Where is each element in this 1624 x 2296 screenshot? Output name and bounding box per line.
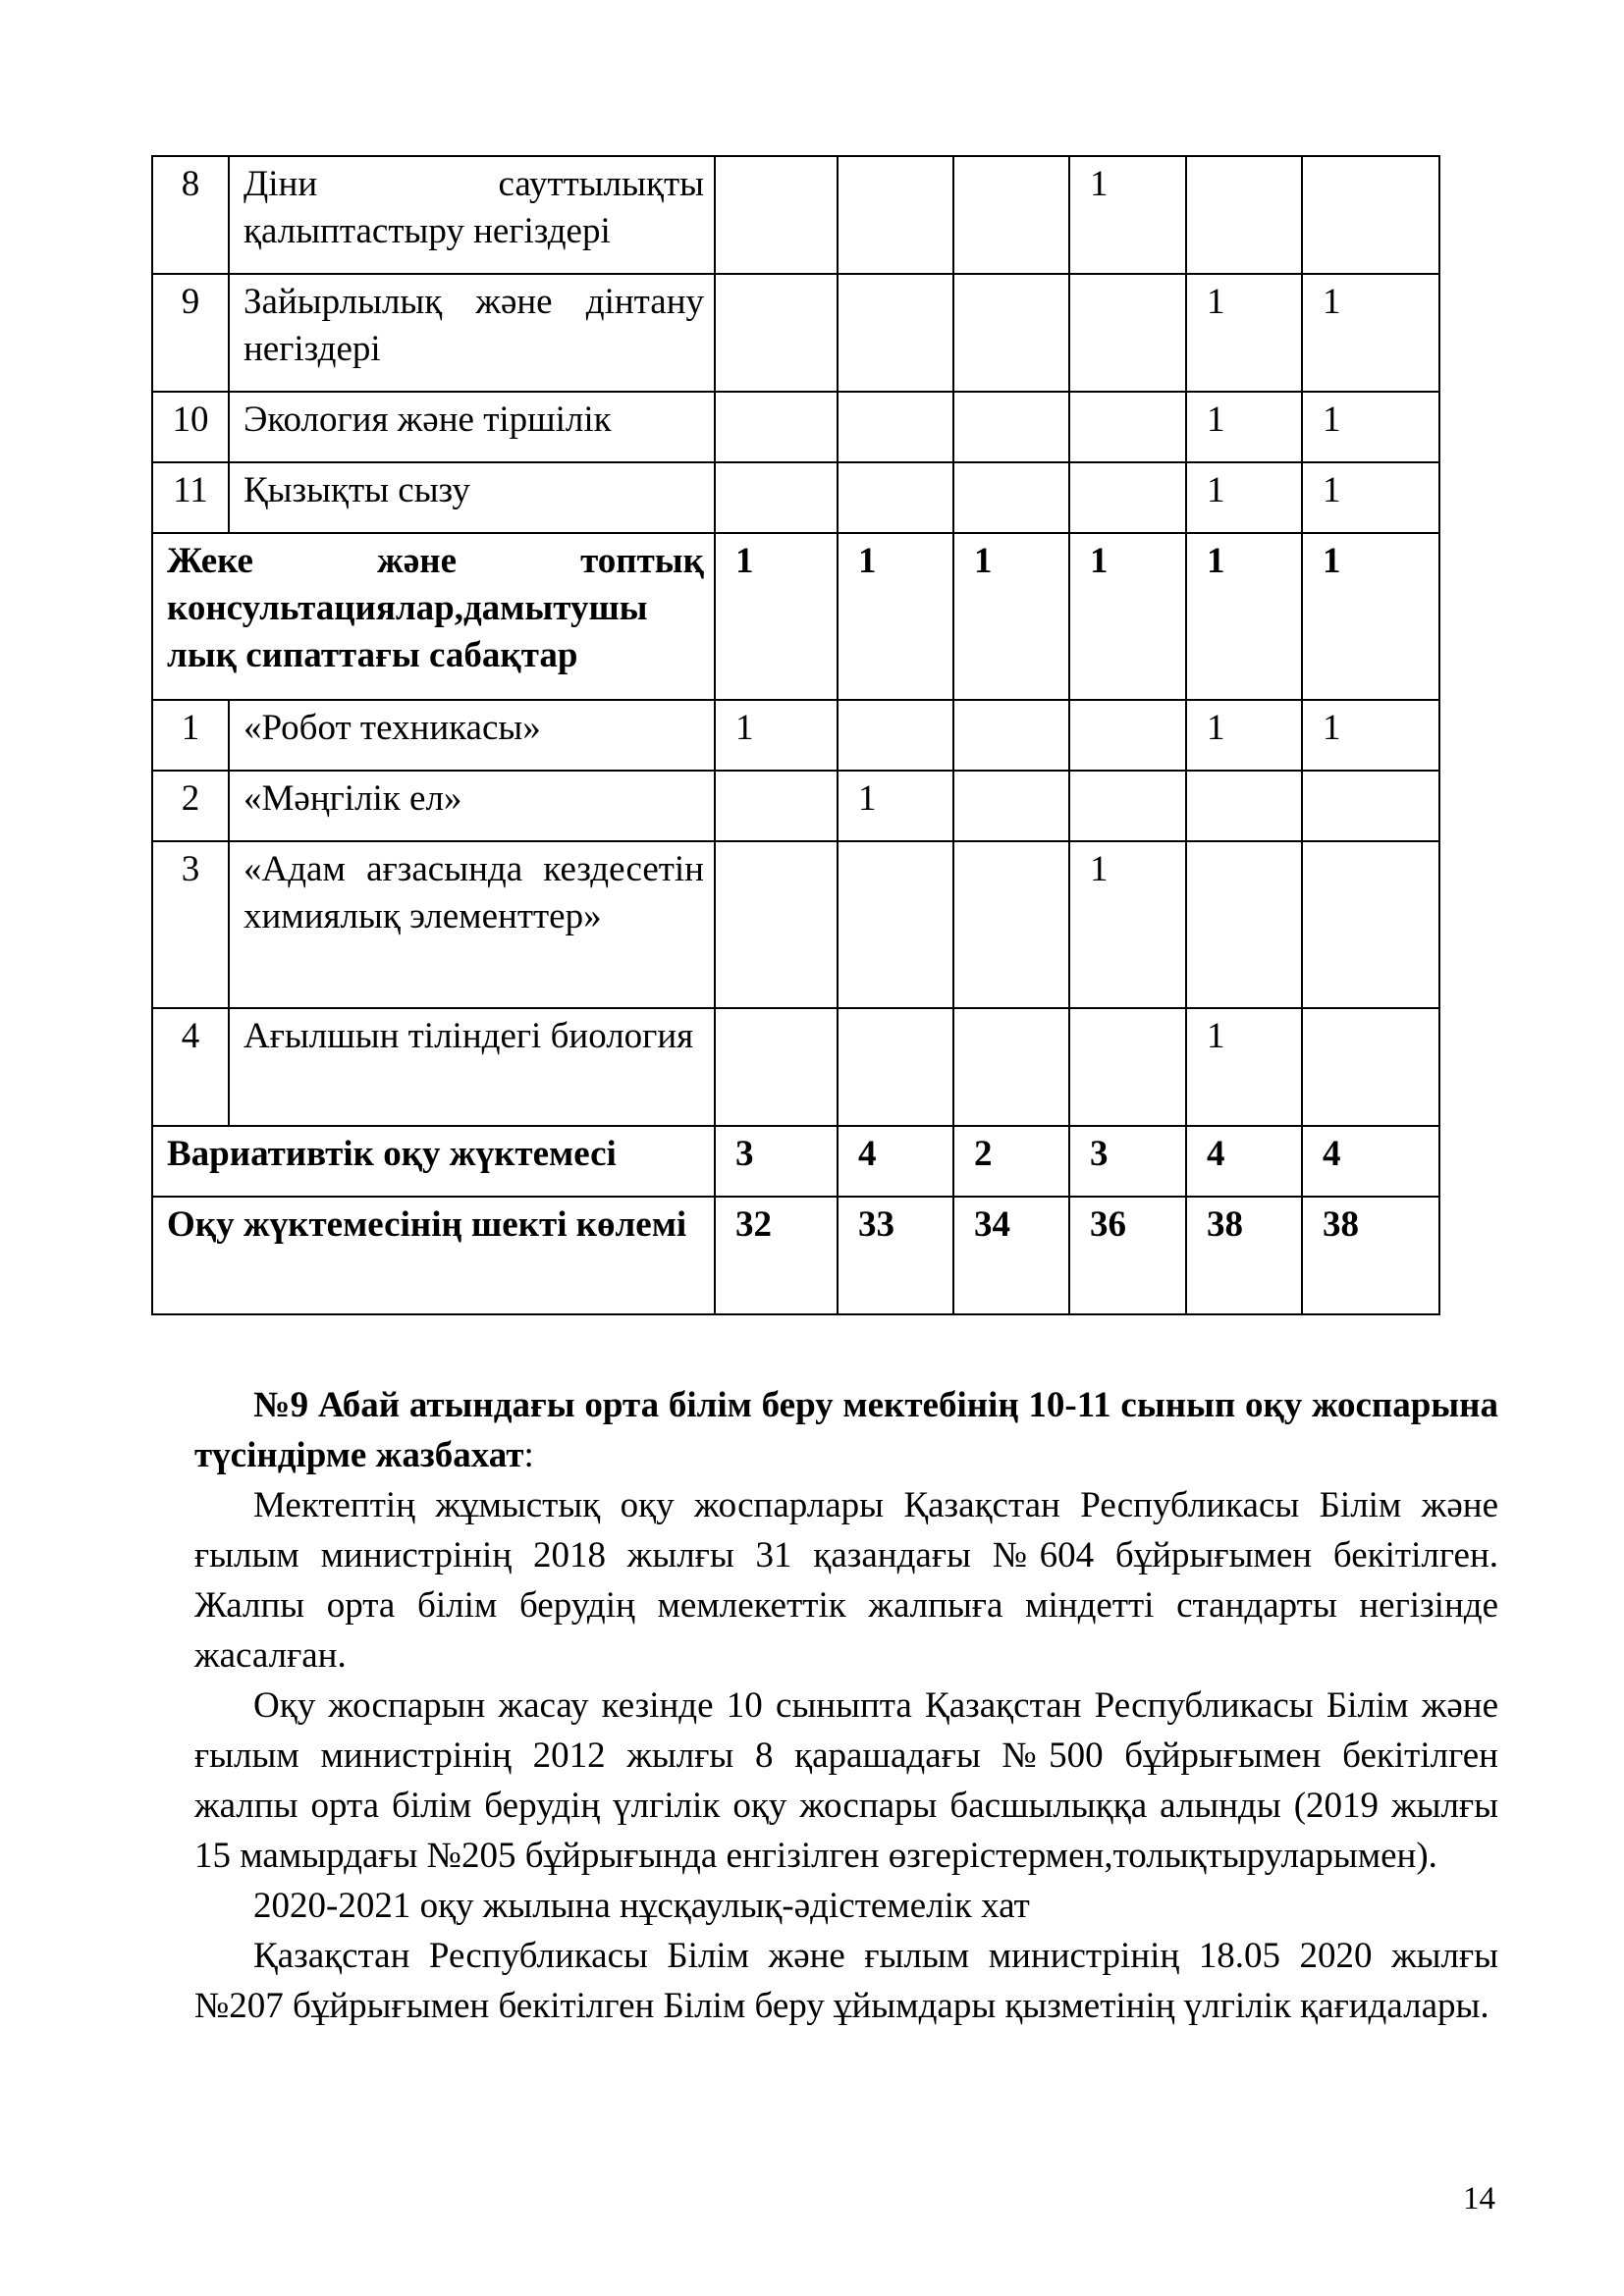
hours-cell bbox=[953, 392, 1069, 462]
hours-cell: 1 bbox=[838, 771, 953, 841]
hours-cell bbox=[715, 841, 838, 1008]
hours-cell: 1 bbox=[1186, 533, 1302, 700]
hours-cell: 3 bbox=[715, 1126, 838, 1197]
heading-text: №9 Абай атындағы орта білім беру мектебінің 10-11 сынып оқу жоспарына түсіндірме жазбахат bbox=[194, 1385, 1498, 1475]
hours-cell bbox=[838, 462, 953, 533]
table-row bbox=[152, 156, 1439, 274]
hours-cell bbox=[715, 274, 838, 392]
table-row bbox=[152, 1126, 1439, 1197]
hours-cell: 1 bbox=[1069, 841, 1186, 1008]
row-number: 1 bbox=[152, 700, 229, 771]
hours-cell bbox=[953, 700, 1069, 771]
paragraph: 2020-2021 оқу жылына нұсқаулық-әдістемелік хат bbox=[253, 1886, 1030, 1926]
elective-name: «Мәңгілік ел» bbox=[229, 771, 715, 841]
variative-load-label: Вариативтік оқу жүктемесі bbox=[152, 1126, 715, 1197]
hours-cell bbox=[838, 274, 953, 392]
hours-cell bbox=[715, 392, 838, 462]
hours-cell: 1 bbox=[838, 533, 953, 700]
paragraph: Оқу жоспарын жасау кезінде 10 сыныпта Қазақстан Республикасы Білім және ғылым министрінің 2012 жылғы 8 қарашадағы №500 бұйрығымен бекітілген жалпы орта білім берудің үлгілік оқу жоспары басшылыққа алынды (2019 жылғы 15 мамырдағы №205 бұйрығында енгізілген өзгерістермен,толықтыруларымен). bbox=[194, 1685, 1498, 1876]
hours-cell bbox=[715, 156, 838, 274]
hours-cell bbox=[838, 1008, 953, 1126]
hours-cell: 1 bbox=[1302, 700, 1439, 771]
hours-cell bbox=[1186, 841, 1302, 1008]
hours-cell bbox=[715, 1008, 838, 1126]
row-number: 10 bbox=[152, 392, 229, 462]
hours-cell: 1 bbox=[1069, 156, 1186, 274]
heading-colon: : bbox=[523, 1435, 534, 1475]
hours-cell bbox=[1302, 841, 1439, 1008]
hours-cell: 38 bbox=[1302, 1197, 1439, 1314]
row-number: 9 bbox=[152, 274, 229, 392]
row-number: 4 bbox=[152, 1008, 229, 1126]
hours-cell bbox=[1069, 392, 1186, 462]
hours-cell: 1 bbox=[1302, 462, 1439, 533]
hours-cell: 32 bbox=[715, 1197, 838, 1314]
hours-cell: 1 bbox=[715, 700, 838, 771]
page-number: 14 bbox=[1463, 2181, 1495, 2216]
hours-cell bbox=[1069, 462, 1186, 533]
hours-cell: 38 bbox=[1186, 1197, 1302, 1314]
subject-name: Қызықты сызу bbox=[229, 462, 715, 533]
hours-cell: 4 bbox=[838, 1126, 953, 1197]
table-row bbox=[152, 1197, 1439, 1314]
curriculum-table bbox=[151, 155, 1440, 1315]
paragraph: Мектептің жұмыстық оқу жоспарлары Қазақстан Республикасы Білім және ғылым министрінің 2018 жылғы 31 қазандағы №604 бұйрығымен бекітілген. Жалпы орта білім берудің мемлекеттік жалпыға міндетті стандарты негізінде жасалған. bbox=[194, 1485, 1498, 1676]
hours-cell bbox=[953, 771, 1069, 841]
hours-cell: 1 bbox=[1302, 392, 1439, 462]
hours-cell: 1 bbox=[1302, 533, 1439, 700]
hours-cell bbox=[715, 462, 838, 533]
hours-cell: 4 bbox=[1302, 1126, 1439, 1197]
hours-cell bbox=[953, 156, 1069, 274]
hours-cell bbox=[1302, 771, 1439, 841]
table-row bbox=[152, 700, 1439, 771]
hours-cell bbox=[1069, 700, 1186, 771]
table-row bbox=[152, 841, 1439, 1008]
hours-cell: 1 bbox=[1186, 392, 1302, 462]
hours-cell bbox=[1069, 1008, 1186, 1126]
row-number: 2 bbox=[152, 771, 229, 841]
hours-cell bbox=[838, 392, 953, 462]
hours-cell: 3 bbox=[1069, 1126, 1186, 1197]
elective-name: «Робот техникасы» bbox=[229, 700, 715, 771]
hours-cell: 1 bbox=[1186, 462, 1302, 533]
hours-cell: 1 bbox=[1302, 274, 1439, 392]
paragraph: Қазақстан Республикасы Білім және ғылым министрінің 18.05 2020 жылғы №207 бұйрығымен бекітілген Білім беру ұйымдары қызметінің үлгілік қағидалары. bbox=[194, 1936, 1498, 2026]
hours-cell: 1 bbox=[1186, 1008, 1302, 1126]
explanatory-note bbox=[194, 1380, 1498, 2031]
hours-cell bbox=[838, 700, 953, 771]
hours-cell: 36 bbox=[1069, 1197, 1186, 1314]
section-heading bbox=[194, 1380, 1498, 1480]
hours-cell: 1 bbox=[1069, 533, 1186, 700]
hours-cell: 4 bbox=[1186, 1126, 1302, 1197]
hours-cell bbox=[838, 156, 953, 274]
elective-name: «Адам ағзасында кездесетін химиялық элементтер» bbox=[229, 841, 715, 1008]
subject-name: Экология және тіршілік bbox=[229, 392, 715, 462]
hours-cell: 34 bbox=[953, 1197, 1069, 1314]
hours-cell: 33 bbox=[838, 1197, 953, 1314]
hours-cell bbox=[953, 841, 1069, 1008]
table-row bbox=[152, 1008, 1439, 1126]
hours-cell: 2 bbox=[953, 1126, 1069, 1197]
hours-cell bbox=[953, 274, 1069, 392]
hours-cell: 1 bbox=[715, 533, 838, 700]
max-load-label: Оқу жүктемесінің шекті көлемі bbox=[152, 1197, 715, 1314]
row-number: 8 bbox=[152, 156, 229, 274]
hours-cell: 1 bbox=[953, 533, 1069, 700]
hours-cell bbox=[953, 1008, 1069, 1126]
hours-cell bbox=[1069, 771, 1186, 841]
hours-cell bbox=[1186, 771, 1302, 841]
elective-name: Ағылшын тіліндегі биология bbox=[229, 1008, 715, 1126]
table-row bbox=[152, 462, 1439, 533]
subject-name: Зайырлылық және дінтану негіздері bbox=[229, 274, 715, 392]
hours-cell bbox=[1302, 156, 1439, 274]
hours-cell bbox=[953, 462, 1069, 533]
row-number: 11 bbox=[152, 462, 229, 533]
table-row bbox=[152, 533, 1439, 700]
hours-cell bbox=[1186, 156, 1302, 274]
hours-cell: 1 bbox=[1186, 274, 1302, 392]
table-row bbox=[152, 274, 1439, 392]
hours-cell bbox=[1302, 1008, 1439, 1126]
hours-cell bbox=[715, 771, 838, 841]
subject-name: Діни сауттылықты қалыптастыру негіздері bbox=[229, 156, 715, 274]
hours-cell bbox=[1069, 274, 1186, 392]
hours-cell bbox=[838, 841, 953, 1008]
hours-cell: 1 bbox=[1186, 700, 1302, 771]
row-number: 3 bbox=[152, 841, 229, 1008]
consultations-label: Жеке және топтық консультациялар,дамытушы лық сипаттағы сабақтар bbox=[152, 533, 715, 700]
table-row bbox=[152, 392, 1439, 462]
table-row bbox=[152, 771, 1439, 841]
